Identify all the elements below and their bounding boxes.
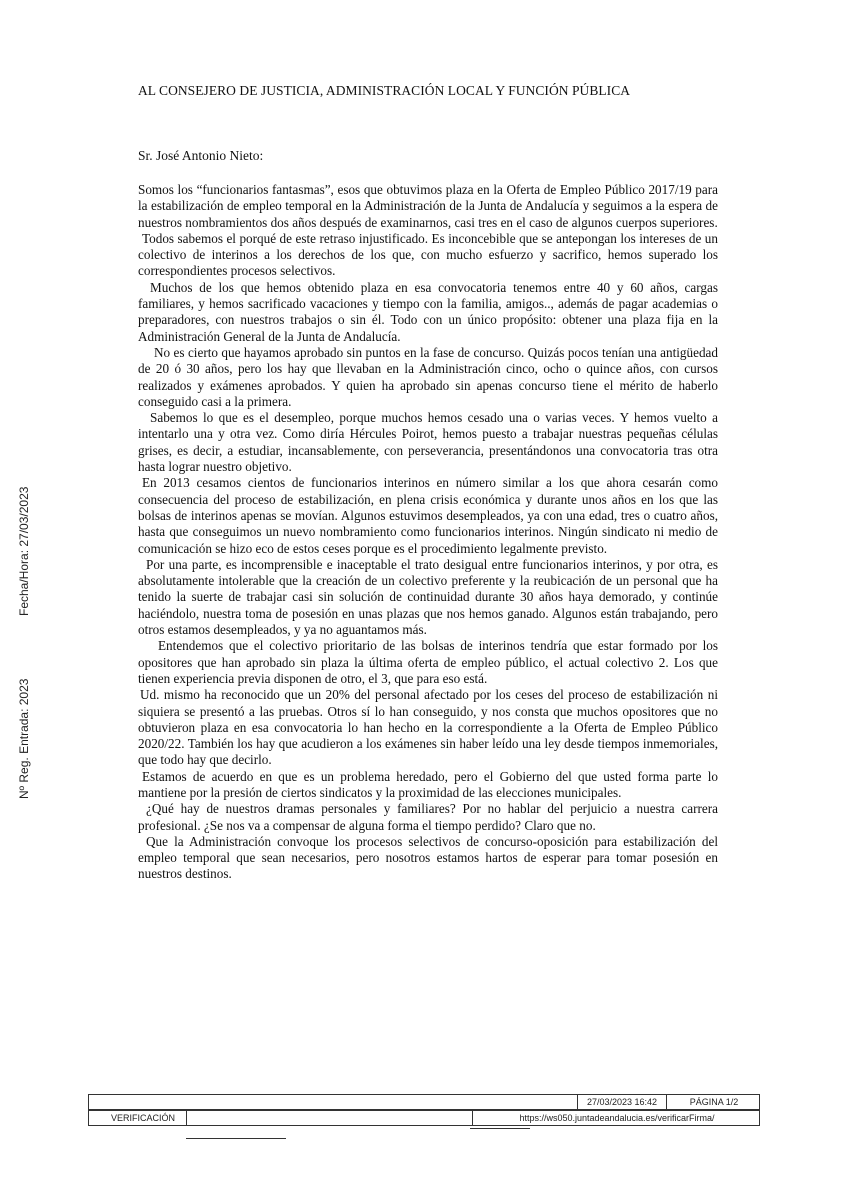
verification-url[interactable]: https://ws050.juntadeandalucia.es/verificarFirma/ <box>472 1111 761 1125</box>
paragraph: En 2013 cesamos cientos de funcionarios interinos en número similar a los que ahora cesarán como consecuencia del proceso de estabilización, en plena crisis económica y durante unos años en los que las bolsas de interinos apenas se movían. Algunos estuvimos desempleados, ya con una edad, tres o cuatro años, hasta que conseguimos un nuevo nombramiento como funcionarios interinos. Ningún sindicato ni medio de comunicación se hizo eco de estos ceses porque es el procedimiento legalmente previsto. <box>138 475 718 556</box>
paragraph: Somos los “funcionarios fantasmas”, esos que obtuvimos plaza en la Oferta de Empleo Público 2017/19 para la estabilización de empleo temporal en la Administración de la Junta de Andalucía y seguimos a la espera de nuestros nombramientos dos años después de examinarnos, casi tres en el caso de algunos cuerpos superiores. <box>138 182 718 230</box>
entry-date-stamp: Fecha/Hora: 27/03/2023 <box>17 486 31 616</box>
verification-label: VERIFICACIÓN <box>111 1113 176 1123</box>
paragraph: Todos sabemos el porqué de este retraso injustificado. Es inconcebible que se antepongan los intereses de un colectivo de interinos a los derechos de los que, con mucho esfuerzo y sacrifico, hemos superado los correspondientes procesos selectivos. <box>138 230 718 279</box>
footer-row-bottom <box>88 1110 760 1126</box>
signature-cell <box>89 1095 577 1109</box>
footer-underline-right <box>470 1128 530 1129</box>
footer-timestamp: 27/03/2023 16:42 <box>577 1095 666 1109</box>
registry-number-stamp: Nº Reg. Entrada: 2023 <box>17 678 31 799</box>
verification-code-cell <box>186 1111 472 1125</box>
footer-row-top <box>88 1094 760 1110</box>
paragraph: Ud. mismo ha reconocido que un 20% del personal afectado por los ceses del proceso de estabilización ni siquiera se presentó a las pruebas. Otros sí lo han conseguido, y nos consta que muchos opositores que no obtuvieron plaza en esa convocatoria lo han hecho en la correspondiente a la Oferta de Empleo Público 2020/22. También los hay que acudieron a los exámenes sin haber leído una ley desde tiempos inmemoriales, que todo hay que decirlo. <box>138 687 718 768</box>
paragraph: Entendemos que el colectivo prioritario de las bolsas de interinos tendría que estar formado por los opositores que han aprobado sin plaza la última oferta de empleo público, el actual colectivo 2. Los que tienen experiencia previa disponen de otro, el 3, que para eso está. <box>138 638 718 686</box>
letter-recipient: AL CONSEJERO DE JUSTICIA, ADMINISTRACIÓN LOCAL Y FUNCIÓN PÚBLICA <box>138 83 631 98</box>
paragraph: Sabemos lo que es el desempleo, porque muchos hemos cesado una o varias veces. Y hemos vuelto a intentarlo una y otra vez. Como diría Hércules Poirot, hemos puesto a trabajar nuestras pequeñas células grises, es decir, a estudiar, incansablemente, con perseverancia, presentándonos una convocatoria tras otra hasta lograr nuestro objetivo. <box>138 410 718 475</box>
signature-verification-footer <box>88 1094 760 1128</box>
letter-body <box>138 182 718 883</box>
paragraph: Estamos de acuerdo en que es un problema heredado, pero el Gobierno del que usted forma parte lo mantiene por la presión de ciertos sindicatos y la proximidad de las elecciones municipales. <box>138 768 718 800</box>
letter-salutation: Sr. José Antonio Nieto: <box>138 148 264 163</box>
paragraph: No es cierto que hayamos aprobado sin puntos en la fase de concurso. Quizás pocos tenían una antigüedad de 20 ó 30 años, pero los hay que llevaban en la Administración cinco, ocho o quince años, con cursos realizados y exámenes aprobados. Y quien ha aprobado sin apenas concurso tiene el mérito de haberlo conseguido casi a la primera. <box>138 344 718 409</box>
paragraph: Por una parte, es incomprensible e inaceptable el trato desigual entre funcionarios interinos, y por otra, es absolutamente intolerable que la creación de un colectivo preferente y la reubicación de un personal que ha tenido la suerte de trabajar casi sin solución de continuidad durante 30 años haya demorado, y continúe haciéndolo, nuestra toma de posesión en unas plazas que nos hemos ganado. Algunos están trabajando, pero otros estamos desempleados, y ya no aguantamos más. <box>138 556 718 638</box>
paragraph: Muchos de los que hemos obtenido plaza en esa convocatoria tenemos entre 40 y 60 años, cargas familiares, y hemos sacrificado vacaciones y tiempo con la familia, amigos.., además de pagar academias o preparadores, con nuestros trabajos o sin él. Todo con un único propósito: obtener una plaza fija en la Administración General de la Junta de Andalucía. <box>138 279 718 344</box>
footer-underline-left <box>186 1138 286 1139</box>
paragraph: Que la Administración convoque los procesos selectivos de concurso-oposición para estabilización del empleo temporal que sean necesarios, pero nosotros estamos hartos de esperar para tomar posesión en nuestros destinos. <box>138 833 718 882</box>
footer-page-number: PÁGINA 1/2 <box>666 1095 761 1109</box>
paragraph: ¿Qué hay de nuestros dramas personales y familiares? Por no hablar del perjuicio a nuestra carrera profesional. ¿Se nos va a compensar de alguna forma el tiempo perdido? Claro que no. <box>138 801 718 833</box>
